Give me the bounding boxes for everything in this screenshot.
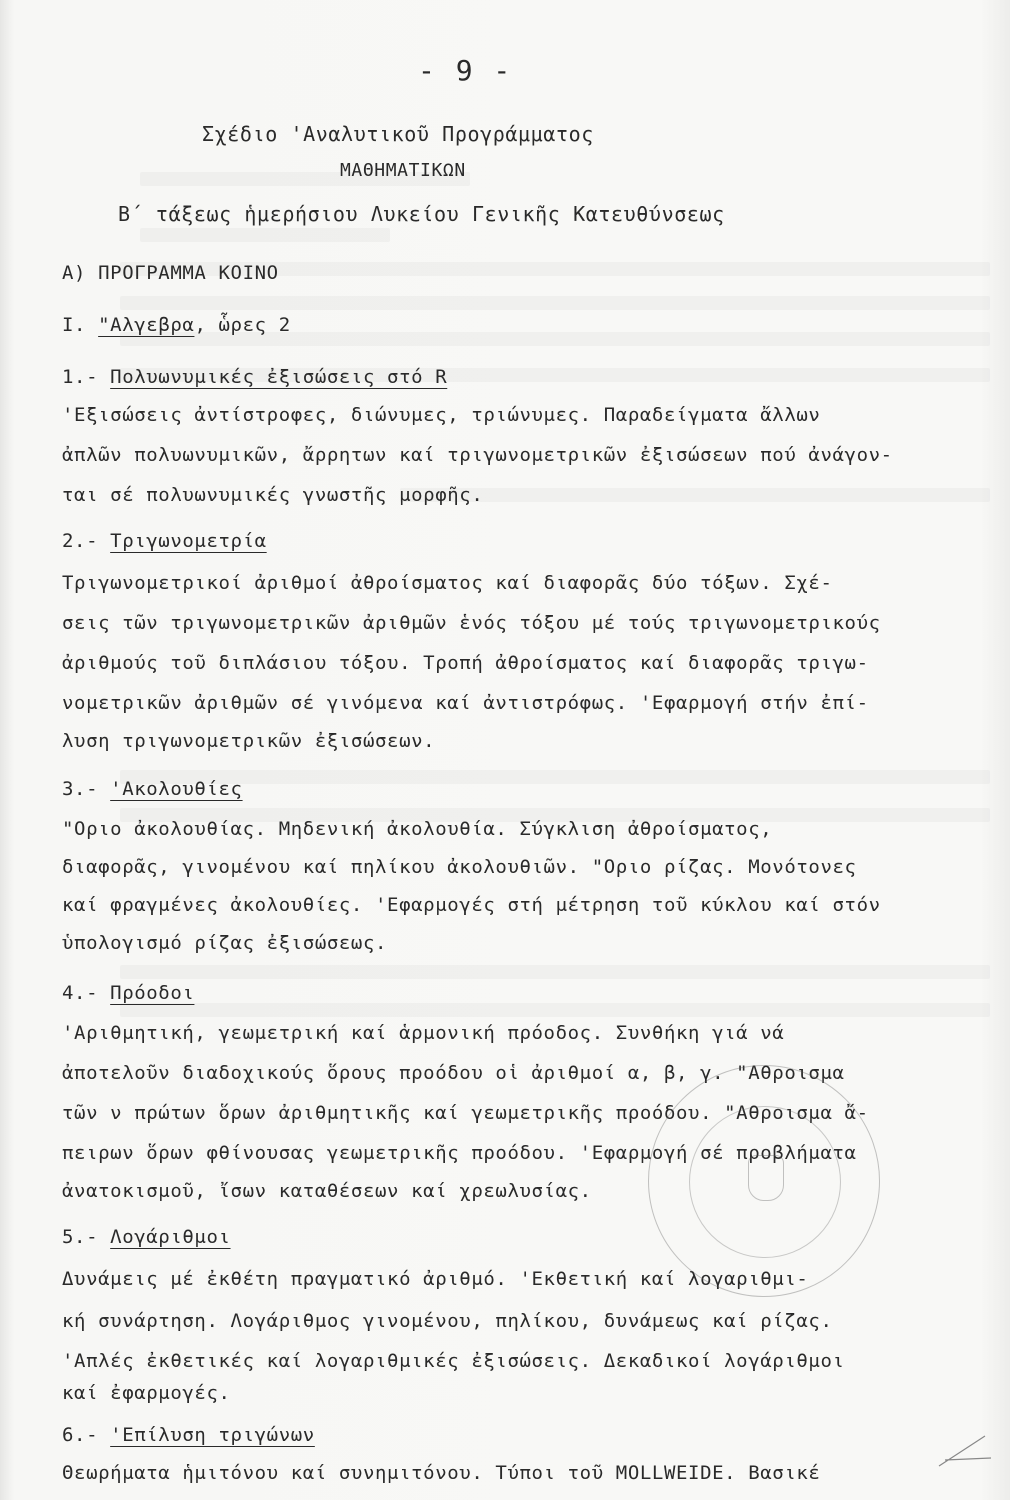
paragraph-line: 'Αριθμητική, γεωμετρική καί ἁρμονική πρόοδος. Συνθήκη γιά νά xyxy=(62,1022,785,1044)
paragraph-line: τῶν ν πρώτων ὅρων ἀριθμητικῆς καί γεωμετρικῆς προόδου. "Αθροισμα ἄ- xyxy=(62,1102,869,1124)
paragraph-line: "Οριο ἀκολουθίας. Μηδενική ἀκολουθία. Σύγκλιση ἀθροίσματος, xyxy=(62,818,773,840)
part-heading xyxy=(62,314,291,336)
item-title: Τριγωνομετρία xyxy=(110,530,267,552)
signature-mark xyxy=(935,1430,995,1470)
page-number: - 9 - xyxy=(418,54,513,87)
paragraph-line: πειρων ὅρων φθίνουσας γεωμετρικῆς προόδου. 'Εφαρμογή σέ προβλήματα xyxy=(62,1142,857,1164)
official-stamp xyxy=(648,1065,880,1297)
paragraph-line: καί ἐφαρμογές. xyxy=(62,1382,231,1404)
item-heading xyxy=(62,1226,231,1248)
item-heading xyxy=(62,982,194,1004)
item-number: 1.- xyxy=(62,366,111,388)
paragraph-line: διαφορᾶς, γινομένου καί πηλίκου ἀκολουθιῶν. "Οριο ρίζας. Μονότονες xyxy=(62,856,857,878)
show-through xyxy=(120,965,990,979)
paragraph-line: ἀποτελοῦν διαδοχικούς ὅρους προόδου οἱ ἀριθμοί α, β, γ. "Αθροισμα xyxy=(62,1062,845,1084)
paragraph-line: ὑπολογισμό ρίζας ἐξισώσεως. xyxy=(62,932,388,954)
show-through xyxy=(140,228,390,242)
show-through xyxy=(120,296,990,310)
item-number: 4.- xyxy=(62,982,111,1004)
doc-title-line1: Σχέδιο 'Αναλυτικοῦ Προγράμματος xyxy=(202,122,594,146)
paragraph-line: 'Απλές ἐκθετικές καί λογαριθμικές ἐξισώσεις. Δεκαδικοί λογάριθμοι xyxy=(62,1350,845,1372)
show-through xyxy=(400,488,990,502)
item-title: Πρόοδοι xyxy=(110,982,195,1004)
paragraph-line: ται σέ πολυωνυμικές γνωστῆς μορφῆς. xyxy=(62,484,484,506)
item-number: 5.- xyxy=(62,1226,111,1248)
item-heading xyxy=(62,1424,315,1446)
show-through xyxy=(120,770,990,784)
doc-title-line3: Β΄ τάξεως ἡμερήσιου Λυκείου Γενικῆς Κατευθύνσεως xyxy=(118,202,725,226)
item-title: Πολυωνυμικές ἐξισώσεις στό R xyxy=(110,366,448,388)
item-heading xyxy=(62,530,267,552)
paragraph-line: 'Εξισώσεις ἀντίστροφες, διώνυμες, τριώνυμες. Παραδείγματα ἄλλων xyxy=(62,404,821,426)
coat-of-arms-icon xyxy=(748,1155,784,1201)
doc-title-line2: ΜΑΘΗΜΑΤΙΚΩΝ xyxy=(340,160,466,181)
item-title: Λογάριθμοι xyxy=(110,1226,231,1248)
paragraph-line: ἀνατοκισμοῦ, ἴσων καταθέσεων καί χρεωλυσίας. xyxy=(62,1180,592,1202)
part-title: "Αλγεβρα xyxy=(98,314,195,336)
item-number: 2.- xyxy=(62,530,111,552)
paragraph-line: ἀπλῶν πολυωνυμικῶν, ἄρρητων καί τριγωνομετρικῶν ἐξισώσεων πού ἀνάγον- xyxy=(62,444,893,466)
item-heading xyxy=(62,366,447,388)
item-title: 'Επίλυση τριγώνων xyxy=(110,1424,315,1446)
item-heading xyxy=(62,778,243,800)
section-a-heading: A) ΠΡΟΓΡΑΜΜΑ ΚΟΙΝΟ xyxy=(62,262,279,284)
paragraph-line: λυση τριγωνομετρικῶν ἐξισώσεων. xyxy=(62,730,436,752)
paragraph-line: Δυνάμεις μέ ἐκθέτη πραγματικό ἀριθμό. 'Εκθετική καί λογαριθμι- xyxy=(62,1268,809,1290)
paragraph-line: Θεωρήματα ἡμιτόνου καί συνημιτόνου. Τύποι τοῦ MOLLWEIDE. Βασικέ xyxy=(62,1462,821,1484)
stamp-inner-ring xyxy=(689,1106,841,1258)
part-suffix: , ὧρες 2 xyxy=(194,314,291,336)
item-number: 3.- xyxy=(62,778,111,800)
item-title: 'Ακολουθίες xyxy=(110,778,243,800)
paragraph-line: καί φραγμένες ἀκολουθίες. 'Εφαρμογές στή μέτρηση τοῦ κύκλου καί στόν xyxy=(62,894,881,916)
paragraph-line: νομετρικῶν ἀριθμῶν σέ γινόμενα καί ἀντιστρόφως. 'Εφαρμογή στήν ἐπί- xyxy=(62,692,869,714)
item-number: 6.- xyxy=(62,1424,111,1446)
show-through xyxy=(120,1003,990,1017)
paragraph-line: Τριγωνομετρικοί ἀριθμοί ἀθροίσματος καί διαφορᾶς δύο τόξων. Σχέ- xyxy=(62,572,833,594)
part-prefix: I. xyxy=(62,314,99,336)
paragraph-line: ἀριθμούς τοῦ διπλάσιου τόξου. Τροπή ἀθροίσματος καί διαφορᾶς τριγω- xyxy=(62,652,869,674)
paragraph-line: κή συνάρτηση. Λογάριθμος γινομένου, πηλίκου, δυνάμεως καί ρίζας. xyxy=(62,1310,833,1332)
paragraph-line: σεις τῶν τριγωνομετρικῶν ἀριθμῶν ἑνός τόξου μέ τούς τριγωνομετρικούς xyxy=(62,612,881,634)
